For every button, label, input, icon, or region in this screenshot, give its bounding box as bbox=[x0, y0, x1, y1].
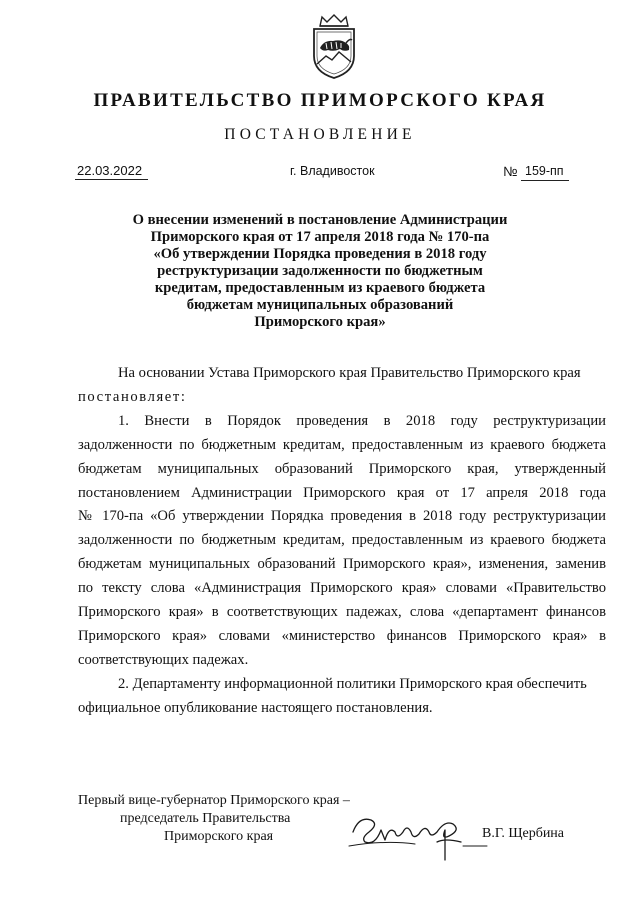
paragraph-line: № 170-па «Об утверждении Порядка проведения в 2018 году реструктуризации bbox=[78, 508, 606, 525]
title-line: реструктуризации задолженности по бюджетным bbox=[157, 263, 483, 279]
item-1-paragraph bbox=[78, 410, 606, 673]
paragraph-line: 2. Департаменту информационной политики Приморского края обеспечить bbox=[118, 675, 587, 692]
paragraph-line: Приморского края» словами «министерство финансов Приморского края» в bbox=[78, 627, 606, 644]
item-2-paragraph bbox=[78, 673, 606, 721]
document-date: 22.03.2022 bbox=[77, 163, 143, 178]
title-line: Приморского края» bbox=[254, 314, 386, 330]
paragraph-line: 1. Внести в Порядок проведения в 2018 году реструктуризации bbox=[118, 412, 606, 429]
document-city: г. Владивосток bbox=[290, 164, 375, 178]
organization-name: ПРАВИТЕЛЬСТВО ПРИМОРСКОГО КРАЯ bbox=[93, 90, 547, 111]
paragraph-line: задолженности по бюджетным кредитам, предоставленным из краевого бюджета bbox=[78, 436, 606, 453]
paragraph-line: официальное опубликование настоящего постановления. bbox=[78, 699, 433, 716]
number-underline bbox=[521, 180, 569, 181]
document-body bbox=[78, 362, 606, 721]
paragraph-line: соответствующих падежах. bbox=[78, 651, 249, 668]
coat-of-arms-icon bbox=[306, 12, 362, 80]
document-title bbox=[90, 212, 550, 331]
position-line: председатель Правительства bbox=[120, 811, 291, 826]
title-line: Приморского края от 17 апреля 2018 года № 170-па bbox=[150, 229, 490, 245]
title-line: О внесении изменений в постановление Администрации bbox=[132, 212, 508, 228]
paragraph-line: задолженности по бюджетным кредитам, предоставленным из краевого бюджета bbox=[78, 532, 606, 549]
paragraph-line: постановлением Администрации Приморского края от 17 апреля 2018 года bbox=[78, 484, 606, 501]
paragraph-line: Приморского края» в соответствующих падежах, слова «департамент финансов bbox=[78, 604, 606, 621]
document-type: ПОСТАНОВЛЕНИЕ bbox=[224, 126, 416, 143]
title-line: бюджетам муниципальных образований bbox=[186, 297, 454, 313]
position-line: Первый вице-губернатор Приморского края – bbox=[78, 793, 350, 808]
signer-name: В.Г. Щербина bbox=[482, 826, 565, 841]
paragraph-line: по тексту слова «Администрация Приморского края» словами «Правительство bbox=[78, 580, 606, 597]
paragraph-line: бюджетам муниципальных образований Приморского края, утвержденный bbox=[78, 460, 606, 477]
paragraph-line: бюджетам муниципальных образований Приморского края», изменения, заменив bbox=[78, 556, 606, 573]
number-sign: № bbox=[503, 164, 518, 179]
document-number: 159-пп bbox=[525, 164, 564, 178]
decree-word: постановляет: bbox=[78, 388, 187, 405]
position-line: Приморского края bbox=[164, 829, 274, 844]
handwritten-signature bbox=[345, 802, 490, 872]
date-underline bbox=[75, 179, 148, 180]
title-line: «Об утверждении Порядка проведения в 2018 году bbox=[153, 246, 487, 262]
signatory-position bbox=[78, 792, 378, 846]
title-line: кредитам, предоставленным из краевого бюджета bbox=[154, 280, 486, 296]
basis-paragraph: На основании Устава Приморского края Правительство Приморского края bbox=[118, 365, 581, 381]
